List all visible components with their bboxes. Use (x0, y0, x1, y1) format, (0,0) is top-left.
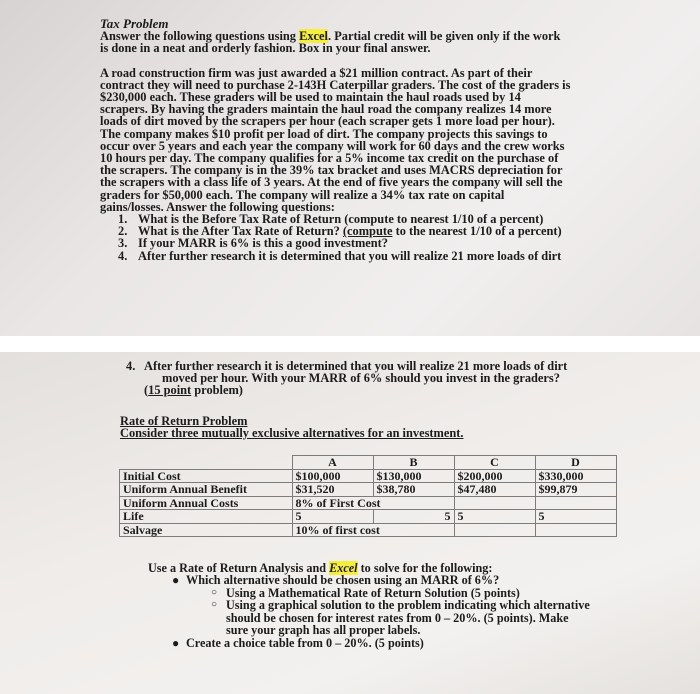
excel-highlight: Excel (299, 29, 328, 44)
header-d: D (535, 456, 616, 470)
header-a: A (292, 456, 373, 470)
sub-bullet-b-cont: sure your graph has all proper labels. (226, 623, 421, 638)
para-line: the scrapers. The company is in the 39% tax bracket and uses MACRS depreciation for (100, 163, 563, 178)
q4-line-3: (15 point problem) (144, 383, 243, 398)
ror-intro: Consider three mutually exclusive alternatives for an investment. (120, 425, 464, 440)
para-line: gains/losses. Answer the following questions: (100, 199, 335, 214)
instructions-line-1: Answer the following questions using Excel. Partial credit will be given only if the work (100, 29, 561, 44)
ror-title: Rate of Return Problem (120, 413, 248, 428)
use-line: Use a Rate of Return Analysis and Excel to solve for the following: (148, 561, 493, 575)
bullet-1: ● Which alternative should be chosen using an MARR of 6%? (172, 573, 500, 588)
table-header-row (120, 456, 617, 470)
header-b: B (373, 456, 454, 470)
para-line: A road construction firm was just awarded a $21 million contract. As part of their (100, 65, 533, 80)
bullet-dot-icon: ● (172, 573, 180, 588)
alternatives-table (119, 455, 617, 537)
question-list (118, 213, 620, 262)
bullet-2: ● Create a choice table from 0 – 20%. (5 points) (172, 635, 424, 650)
header-c: C (454, 456, 535, 470)
sub-bullet-b-cont: should be chosen for interest rates from 0 – 20%. (5 points). Make (226, 610, 569, 625)
bullet-list-2 (172, 635, 668, 650)
table-row: Uniform Annual Benefit $31,520 $38,780 $47,480 $99,879 (120, 483, 617, 497)
excel-highlight-2: Excel (329, 561, 358, 575)
q4-line-2: moved per hour. With your MARR of 6% should you invest in the graders? (162, 371, 560, 386)
table-corner-cell (120, 456, 293, 470)
para-line: graders for $50,000 each. The company will realize a 34% tax rate on capital (100, 187, 505, 202)
bullet-circle-icon: ○ (211, 599, 218, 611)
para-line: contract they will need to purchase 2-143H Caterpillar graders. The cost of the graders is (100, 77, 571, 92)
sub-bullet-b: ○ Using a graphical solution to the problem indicating which alternative (211, 598, 590, 613)
table-row: Uniform Annual Costs 8% of First Cost (120, 496, 617, 510)
bullet-dot-icon: ● (172, 635, 180, 650)
document-page-2 (112, 360, 672, 439)
para-line: loads of dirt moved by the scrapers per hour (each scraper gets 1 more load per hour). (100, 114, 555, 129)
table-row: Life 5 5 5 5 (120, 510, 617, 524)
instructions-block (148, 562, 668, 649)
para-line: occur over 5 years and each year the company will work for 60 days and the crew works (100, 138, 565, 153)
bullet-circle-icon: ○ (211, 586, 218, 598)
title: Tax Problem (100, 16, 169, 31)
sub-bullet-a: ○ Using a Mathematical Rate of Return Solution (5 points) (211, 585, 520, 600)
sub-bullet-list (211, 585, 668, 638)
document-page-1 (100, 18, 620, 262)
instructions-line-2: is done in a neat and orderly fashion. Box in your final answer. (100, 41, 431, 56)
para-line: The company makes $10 profit per load of dirt. The company projects this savings to (100, 126, 548, 141)
question-4: 4. After further research it is determined that you will realize 21 more loads of dirt (118, 248, 562, 263)
question-1: 1. What is the Before Tax Rate of Return (compute to nearest 1/10 of a percent) (118, 212, 544, 227)
table-row: Salvage 10% of first cost (120, 523, 617, 537)
para-line: $230,000 each. These graders will be used to maintain the haul roads used by 14 (100, 90, 521, 105)
para-line: scrapers. By having the graders maintain the haul road the company realizes 14 more (100, 102, 552, 117)
q4-line-1: 4. After further research it is determined that you will realize 21 more loads of dirt (126, 359, 568, 373)
question-3: 3. If your MARR is 6% is this a good investment? (118, 236, 389, 251)
para-line: 10 hours per day. The company qualifies for a 5% income tax credit on the purchase of (100, 151, 559, 166)
para-line: the scrapers with a class life of 3 years. At the end of five years the company will sell the (100, 175, 563, 190)
question-2: 2. What is the After Tax Rate of Return? (compute to the nearest 1/10 of a percent) (118, 224, 562, 239)
table-row: Initial Cost $100,000 $130,000 $200,000 $330,000 (120, 469, 617, 483)
